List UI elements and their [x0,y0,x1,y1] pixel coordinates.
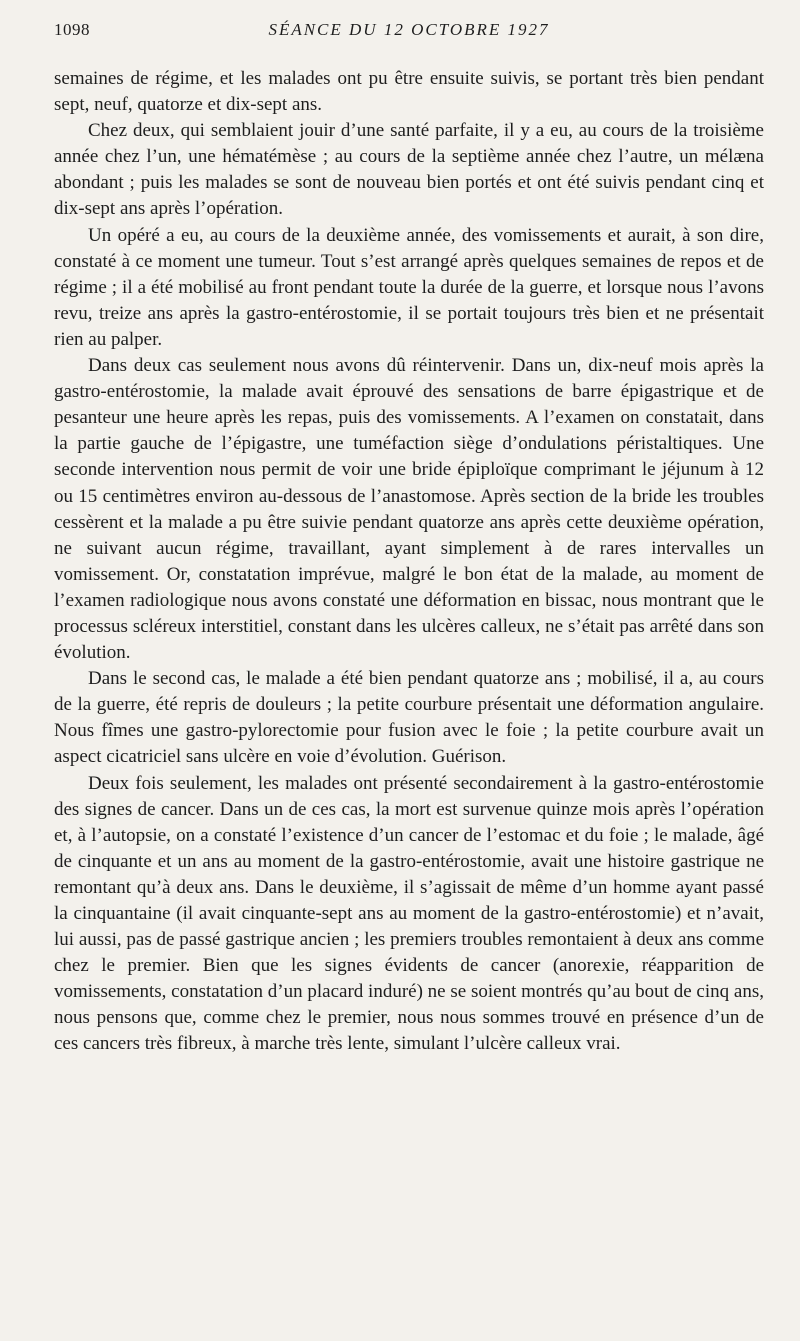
running-head [54,20,764,44]
paragraph: Dans le second cas, le malade a été bien pendant quatorze ans ; mobilisé, il a, au cours de la guerre, été repris de douleurs ; la petite courbure présentait une déformation angulaire. Nous fîmes une gastro-pylorectomie pour fusion avec le foie ; la petite courbure avait un aspect cicatriciel sans ulcère en voie d’évolution. Guérison. [54,668,764,768]
paragraph: Chez deux, qui semblaient jouir d’une santé parfaite, il y a eu, au cours de la troisième année chez l’un, une hématémèse ; au cours de la septième année chez l’autre, un mélæna abondant ; puis les malades se sont de nouveau bien portés et ont été suivis pendant cinq et dix-sept ans après l’opération. [54,120,764,220]
running-title: SÉANCE DU 12 OCTOBRE 1927 [268,20,550,39]
paragraph: Deux fois seulement, les malades ont présenté secondairement à la gastro-entérostomie des signes de cancer. Dans un de ces cas, la mort est survenue quinze mois après l’opération et, à l’autopsie, on a constaté l’existence d’un cancer de l’estomac et du foie ; le malade, âgé de cinquante et un ans au moment de la gastro-entérostomie, avait une histoire gastrique ne remontant qu’à deux ans. Dans le deuxième, il s’agissait de même d’un homme ayant passé la cinquantaine (il avait cinquante-sept ans au moment de la gastro-entérostomie) et n’avait, lui aussi, pas de passé gastrique ancien ; les premiers troubles remontaient à deux ans comme chez le premier. Bien que les signes évidents de cancer (anorexie, réapparition de vomissements, constatation d’un placard induré) ne se soient montrés qu’au bout de cinq ans, nous pensons que, comme chez le premier, nous nous sommes trouvé en présence d’un de ces cancers très fibreux, à marche très lente, simulant l’ulcère calleux vrai. [54,772,764,1055]
body-text [54,66,764,1058]
paragraph-continued: semaines de régime, et les malades ont pu être ensuite suivis, se portant très bien pendant sept, neuf, quatorze et dix-sept ans. [54,68,764,116]
page-number: 1098 [54,20,90,39]
paragraph: Un opéré a eu, au cours de la deuxième année, des vomissements et aurait, à son dire, constaté à ce moment une tumeur. Tout s’est arrangé après quelques semaines de repos et de régime ; il a été mobilisé au front pendant toute la durée de la guerre, et lorsque nous l’avons revu, treize ans après la gastro-entérostomie, il se portait toujours très bien et ne présentait rien au palper. [54,224,764,350]
paragraph: Dans deux cas seulement nous avons dû réintervenir. Dans un, dix-neuf mois après la gastro-entérostomie, la malade avait éprouvé des sensations de barre épigastrique et de pesanteur une heure après les repas, puis des vomissements. A l’examen on constatait, dans la partie gauche de l’épigastre, une tuméfaction siège d’ondulations péristaltiques. Une seconde intervention nous permit de voir une bride épiploïque comprimant le jéjunum à 12 ou 15 centimètres environ au-dessous de l’anastomose. Après section de la bride les troubles cessèrent et la malade a pu être suivie pendant quatorze ans après cette deuxième opération, ne suivant aucun régime, travaillant, ayant simplement à de rares intervalles un vomissement. Or, constatation imprévue, malgré le bon état de la malade, au moment de l’examen radiologique nous avons constaté une déformation en bissac, nous montrant que le processus scléreux interstitiel, constant dans les ulcères calleux, ne s’était pas arrêté dans son évolution. [54,355,764,664]
